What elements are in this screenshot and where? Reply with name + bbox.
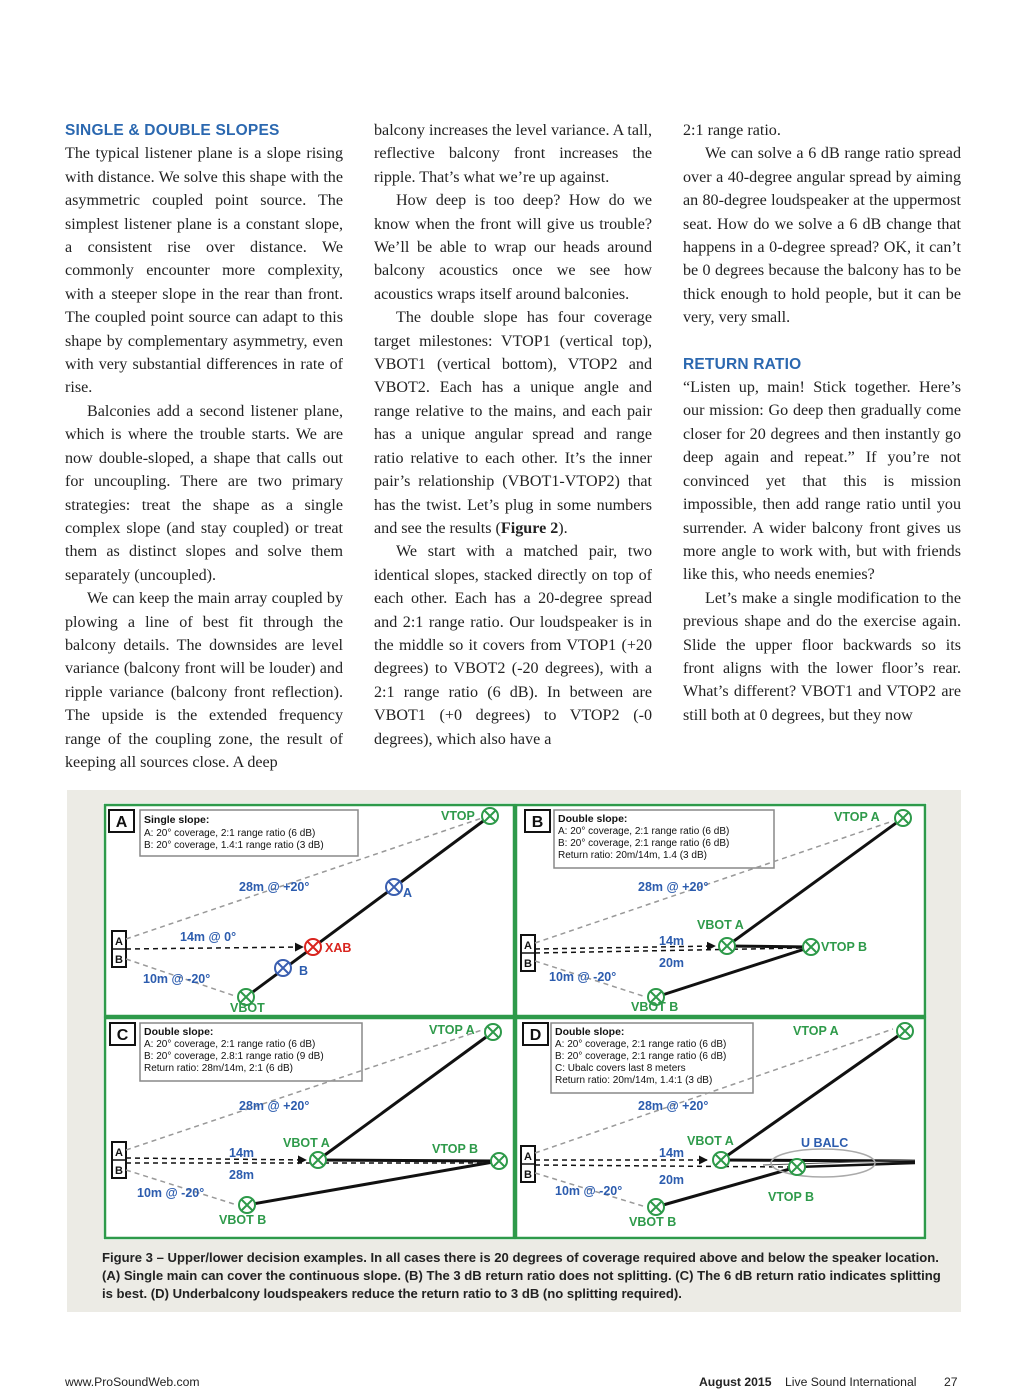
- paragraph: Let’s make a single modification to the previous shape and do the exercise again. Slide the upper floor backwards so its front aligns with the lower floor’s rear. What’s different? VBOT1 and VTOP2 are still both at 0 degrees, but they now: [683, 589, 961, 724]
- panel-b-info-line: A: 20° coverage, 2:1 range ratio (6 dB): [558, 826, 730, 837]
- label-14m: 14m: [229, 1146, 255, 1160]
- marker-vbot-a: [310, 1152, 326, 1168]
- marker-vbot-b: [239, 1197, 255, 1213]
- panel-b: [516, 805, 925, 1016]
- marker-vtop-b: [491, 1153, 507, 1169]
- label-20m: 20m: [659, 1173, 685, 1187]
- label-vbot-a: VBOT A: [697, 918, 744, 932]
- label-vtop: VTOP: [441, 809, 475, 823]
- paragraph: Balconies add a second listener plane, which is where the trouble starts. We are now double-sloped, a shape that calls out for uncoupling. There are two primary strategies: treat the shape as a single complex slope (and stay coupled) or treat them as distinct slopes and solve them separately (uncoupled).: [65, 402, 343, 584]
- label-vbot: VBOT: [230, 1001, 265, 1015]
- footer-website[interactable]: www.ProSoundWeb.com: [65, 1375, 200, 1389]
- panel-c-info-line: B: 20° coverage, 2.8:1 range ratio (9 dB): [144, 1051, 324, 1062]
- panel-c-info-line: A: 20° coverage, 2:1 range ratio (6 dB): [144, 1039, 316, 1050]
- paragraph-text-end: ).: [558, 519, 568, 537]
- middle-column: [374, 119, 652, 751]
- marker-vtop-a: [897, 1023, 913, 1039]
- label-vbot-a: VBOT A: [283, 1136, 330, 1150]
- panel-a: [105, 805, 514, 1016]
- footer-issue-date: August 2015: [699, 1375, 772, 1389]
- figure-caption: Figure 3 – Upper/lower decision examples. In all cases there is 20 degrees of coverage required above and below the speaker location. (A) Single main can cover the continuous slope. (B) The 3 dB return ratio does not splitting. (C) The 6 dB return ratio indicates splitting is best. (D) Underbalcony loudspeakers reduce the return ratio to 3 dB (no splitting required).: [102, 1250, 941, 1301]
- panel-b-info-title: Double slope:: [558, 813, 628, 825]
- panel-d-info-title: Double slope:: [555, 1026, 625, 1038]
- paragraph: We can keep the main array coupled by plowing a line of best fit through the balcony details. The downsides are level variance (balcony front will be louder) and ripple variance (balcony front reflection). The upside is the extended frequency range of the coupling zone, the result of keeping all sources close. A deep: [65, 590, 343, 771]
- label-u-balc: U BALC: [801, 1136, 849, 1150]
- panel-c: [105, 1018, 514, 1238]
- speaker-label-b: B: [115, 1165, 123, 1177]
- label-vbot-a: VBOT A: [687, 1134, 734, 1148]
- marker-vbot-b: [648, 1199, 664, 1215]
- label-b: B: [299, 964, 309, 978]
- paragraph: We can solve a 6 dB range ratio spread over a 40-degree angular spread by aiming an 80-degree loudspeaker at the uppermost seat. How do we solve a 6 dB change that happens in a 0-degree spread? OK, it can’t be 0 degrees because the balcony has to be thick enough to hold people, but it can be very, very small.: [683, 145, 961, 327]
- panel-d-info-line: A: 20° coverage, 2:1 range ratio (6 dB): [555, 1039, 727, 1050]
- right-column: [683, 119, 961, 727]
- marker-vbot-a: [713, 1152, 729, 1168]
- label-vbot-b: VBOT B: [629, 1215, 677, 1229]
- panel-b-letter: B: [531, 814, 544, 831]
- paragraph: 2:1 range ratio.: [683, 122, 781, 139]
- label-xab: XAB: [325, 941, 352, 955]
- label-14m: 14m: [659, 1146, 685, 1160]
- label-28m: 28m: [229, 1168, 255, 1182]
- speaker-label-a: A: [524, 1151, 532, 1163]
- label-upper-ray: 28m @ +20°: [239, 1099, 310, 1113]
- speaker-label-b: B: [524, 1169, 532, 1181]
- label-vtop-b: VTOP B: [768, 1190, 815, 1204]
- label-a: A: [403, 886, 413, 900]
- label-vtop-b: VTOP B: [821, 940, 868, 954]
- paragraph: The typical listener plane is a slope rising with distance. We solve this shape with the asymmetric coupled point source. The simplest listener plane is a constant slope, a consistent rise over distance. We commonly encounter more complexity, with a steeper slope in the rear than front. The coupled point source can adapt to this shape by complementary asymmetry, even with very substantial differences in rate of rise.: [65, 145, 343, 397]
- marker-vtop: [482, 808, 498, 824]
- label-upper-ray: 28m @ +20°: [239, 880, 310, 894]
- panel-d-info-line: C: Ubalc covers last 8 meters: [555, 1063, 686, 1074]
- paragraph: balcony increases the level variance. A tall, reflective balcony front increases the ripple. That’s what we’re up against.: [374, 122, 652, 186]
- marker-vtop-a: [485, 1024, 501, 1040]
- speaker-label-b: B: [115, 954, 123, 966]
- label-mid-ray: 14m @ 0°: [180, 930, 237, 944]
- marker-b: [275, 960, 291, 976]
- marker-xab: [305, 939, 321, 955]
- marker-vbot-a: [719, 938, 735, 954]
- label-vtop-a: VTOP A: [429, 1023, 475, 1037]
- label-vtop-b: VTOP B: [432, 1142, 479, 1156]
- figure-reference: Figure 2: [500, 519, 559, 537]
- panel-a-letter: A: [115, 814, 128, 831]
- section-heading-return-ratio: RETURN RATIO: [683, 355, 802, 373]
- panel-a-info-line: A: 20° coverage, 2:1 range ratio (6 dB): [144, 828, 316, 839]
- paragraph: We start with a matched pair, two identical slopes, stacked directly on top of each other. Each has a 20-degree spread and 2:1 range ratio. Our loudspeaker is in the middle so it covers from VTOP1 (+20 degrees) to VBOT2 (-20 degrees), with a 2:1 range ratio (6 dB). In between are VBOT1 (+0 degrees) to VTOP2 (-0 degrees), which also have a: [374, 543, 652, 748]
- panel-d-info-line: B: 20° coverage, 2:1 range ratio (6 dB): [555, 1051, 727, 1062]
- speaker-label-a: A: [115, 1147, 123, 1159]
- label-lower-ray: 10m @ -20°: [549, 970, 617, 984]
- label-lower-ray: 10m @ -20°: [555, 1184, 623, 1198]
- left-column: [65, 119, 343, 774]
- label-vtop-a: VTOP A: [793, 1024, 839, 1038]
- panel-d: [516, 1018, 925, 1238]
- paragraph-text: The double slope has four coverage target milestones: VTOP1 (vertical top), VBOT1 (vertical bottom), VTOP2 and VBOT2. Each has a unique angle and range relative to the mains, and each pair has a unique angular spread and range ratio relative to each other. It’s the inner pair’s relationship (VBOT1-VTOP2) that has the twist. Let’s plug in some numbers and see the results (: [374, 309, 652, 537]
- marker-vtop-a: [895, 810, 911, 826]
- label-14m: 14m: [659, 934, 685, 948]
- marker-vtop-b: [803, 939, 819, 955]
- speaker-label-a: A: [524, 940, 532, 952]
- paragraph: “Listen up, main! Stick together. Here’s our mission: Go deep then gradually come closer for 20 degrees and then instantly go deep again and repeat.” If you’re not convinced yet that this is mission impossible, then add range ratio until you surrender. A wider balcony front gives us more angle to work with, but with friends like this, who needs enemies?: [683, 379, 961, 584]
- panel-c-letter: C: [116, 1027, 129, 1044]
- speaker-label-a: A: [115, 936, 123, 948]
- label-upper-ray: 28m @ +20°: [638, 880, 709, 894]
- footer-magazine-name: Live Sound International: [785, 1375, 917, 1389]
- panel-b-info-line: Return ratio: 20m/14m, 1.4 (3 dB): [558, 850, 707, 861]
- speaker-label-b: B: [524, 958, 532, 970]
- panel-c-info-line: Return ratio: 28m/14m, 2:1 (6 dB): [144, 1063, 293, 1074]
- marker-a: [386, 879, 402, 895]
- figure-diagram: [103, 803, 927, 1240]
- section-heading-single-double-slopes: SINGLE & DOUBLE SLOPES: [65, 122, 280, 139]
- footer-page-number: 27: [944, 1375, 958, 1389]
- panel-a-info-line: B: 20° coverage, 1.4:1 range ratio (3 dB): [144, 840, 324, 851]
- panel-d-letter: D: [529, 1027, 542, 1044]
- panel-d-info-line: Return ratio: 20m/14m, 1.4:1 (3 dB): [555, 1075, 713, 1086]
- label-vtop-a: VTOP A: [834, 810, 880, 824]
- panel-a-info-title: Single slope:: [144, 814, 210, 826]
- label-vbot-b: VBOT B: [631, 1000, 679, 1014]
- paragraph: [374, 306, 652, 540]
- balcony-underside: [727, 946, 811, 947]
- panel-c-info-title: Double slope:: [144, 1026, 214, 1038]
- label-vbot-b: VBOT B: [219, 1213, 267, 1227]
- paragraph: How deep is too deep? How do we know when the front will give us trouble? We’ll be able to wrap our heads around balcony acoustics once we see how acoustics wraps itself around balconies.: [374, 192, 652, 303]
- label-lower-ray: 10m @ -20°: [137, 1186, 205, 1200]
- balcony-underside: [318, 1160, 499, 1161]
- label-lower-ray: 10m @ -20°: [143, 972, 211, 986]
- panel-b-info-line: B: 20° coverage, 2:1 range ratio (6 dB): [558, 838, 730, 849]
- label-20m: 20m: [659, 956, 685, 970]
- label-upper-ray: 28m @ +20°: [638, 1099, 709, 1113]
- marker-vtop-b: [789, 1159, 805, 1175]
